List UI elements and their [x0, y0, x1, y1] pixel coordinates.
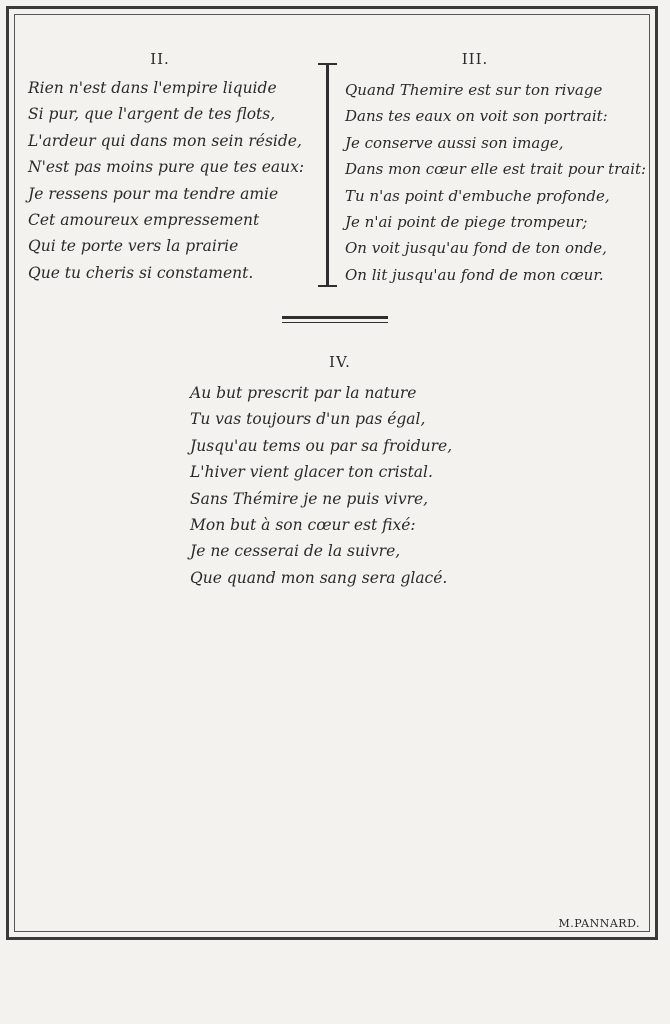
stanza-line: Qui te porte vers la prairie	[28, 237, 239, 256]
stanza-number-4: IV.	[329, 353, 351, 371]
stanza-line: Quand Themire est sur ton rivage	[345, 81, 603, 99]
stanza-number-2: II.	[150, 50, 170, 68]
stanza-line: N'est pas moins pure que tes eaux:	[28, 158, 305, 177]
stanza-line: Rien n'est dans l'empire liquide	[28, 79, 277, 97]
stanza-2	[28, 75, 304, 286]
stanza-line: Tu vas toujours d'un pas égal,	[190, 410, 426, 429]
stanza-number-3: III.	[461, 50, 489, 68]
stanza-line: L'ardeur qui dans mon sein réside,	[28, 131, 302, 150]
stanza-line: Jusqu'au tems ou par sa froidure,	[190, 436, 453, 455]
stanza-3	[345, 77, 646, 288]
stanza-4	[190, 380, 452, 591]
stanza-line: Je ressens pour ma tendre amie	[28, 184, 279, 203]
stanza-line: Si pur, que l'argent de tes flots,	[28, 105, 276, 124]
stanza-line: Que tu cheris si constament.	[28, 263, 254, 282]
stanza-line: Je n'ai point de piege trompeur;	[345, 213, 588, 232]
author-signature: M.PANNARD.	[558, 917, 640, 930]
stanza-line: Sans Thémire je ne puis vivre,	[190, 489, 429, 508]
stanza-line: On lit jusqu'au fond de mon cœur.	[345, 265, 604, 284]
stanza-line: Dans tes eaux on voit son portrait:	[345, 107, 608, 126]
column-divider	[326, 63, 329, 287]
stanza-line: Au but prescrit par la nature	[190, 384, 417, 402]
stanza-line: Cet amoureux empressement	[28, 211, 260, 230]
stanza-line: On voit jusqu'au fond de ton onde,	[345, 239, 607, 258]
section-divider	[282, 316, 388, 323]
stanza-line: L'hiver vient glacer ton cristal.	[190, 463, 433, 482]
stanza-line: Je conserve aussi son image,	[345, 133, 564, 152]
stanza-line: Que quand mon sang sera glacé.	[190, 568, 448, 587]
stanza-line: Tu n'as point d'embuche profonde,	[345, 186, 610, 205]
stanza-line: Dans mon cœur elle est trait pour trait:	[345, 160, 647, 179]
stanza-line: Je ne cesserai de la suivre,	[190, 542, 401, 561]
stanza-line: Mon but à son cœur est fixé:	[190, 516, 416, 535]
